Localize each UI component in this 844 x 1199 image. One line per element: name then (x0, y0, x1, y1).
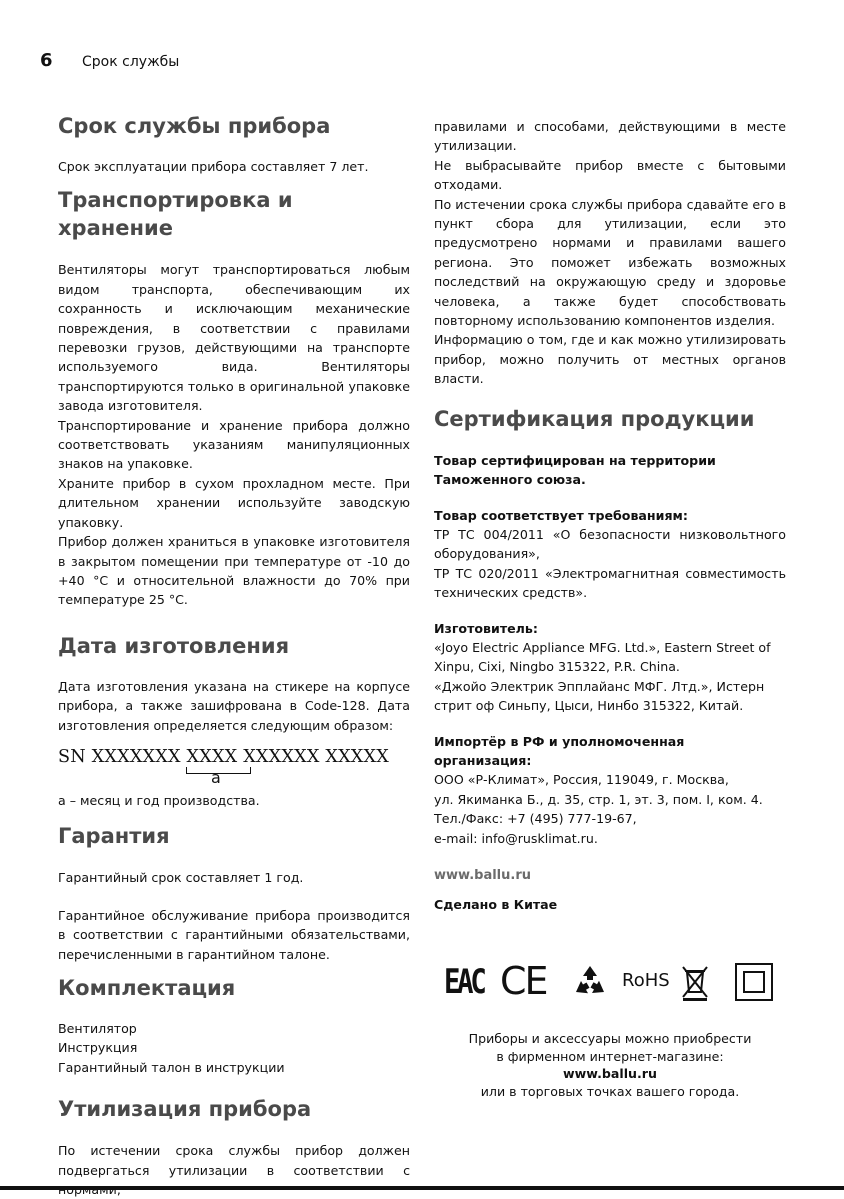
manufacturer-en: «Joyo Electric Appliance MFG. Ltd.», Eastern Street of Xinpu, Cixi, Ningbo 315322, P.R. China. (434, 639, 771, 675)
kit-item-manual: Инструкция (58, 1040, 138, 1056)
section-title-disposal: Утилизация прибора (58, 1097, 312, 1122)
shop-note-line-3: или в торговых точках вашего города. (480, 1083, 740, 1099)
running-header-title: Срок службы (82, 54, 180, 70)
certification-marks (444, 958, 774, 1006)
left-column (58, 106, 410, 1199)
shop-note-line-1: Приборы и аксессуары можно приобрести (468, 1031, 752, 1046)
serial-marker: a (211, 767, 222, 787)
kit-item-fan: Вентилятор (58, 1020, 137, 1036)
disposal-cont-paragraph-3: По истечении срока службы прибора сдавайте его в пункт сбора для утилизации, если это предусмотрено нормами и правилами вашего региона. Это поможет избежать возможных последствий на окружающую среду и здоровье человека, а также будет способствовать повторному использованию компонентов изделия. (434, 196, 786, 329)
section-title-certification: Сертификация продукции (434, 406, 755, 431)
bottom-rule (0, 1186, 844, 1190)
shop-note-line-2: в фирменном интернет-магазине: (496, 1048, 724, 1064)
manufacturer-ru: «Джойо Электрик Эпплайанс МФГ. Лтд.», Истерн стрит оф Синьпу, Цыси, Нинбо 315322, Китай. (434, 678, 765, 714)
warranty-period: Гарантийный срок составляет 1 год. (58, 870, 304, 886)
section-title-manufacture-date: Дата изготовления (58, 633, 290, 658)
importer-label: Импортёр в РФ и уполномоченная организация: (434, 733, 685, 768)
serial-number-text: SN XXXXXXX XXXX XXXXXX XXXXX (58, 746, 389, 767)
made-in-label: Сделано в Китае (434, 897, 558, 912)
website-link[interactable]: www.ballu.ru (434, 868, 531, 883)
right-column (434, 117, 786, 914)
disposal-cont-paragraph-2: Не выбрасывайте прибор вместе с бытовыми отходами. (434, 157, 786, 193)
manufacture-date-note: а – месяц и год производства. (58, 792, 260, 808)
manufacture-date-text: Дата изготовления указана на стикере на корпусе прибора, а также зашифрована в Code-128. Дата изготовления определяется следующим образом: (58, 678, 410, 733)
requirements-label: Товар соответствует требованиям: (434, 507, 688, 523)
importer-line-2: ул. Якиманка Б., д. 35, стр. 1, эт. 3, пом. I, ком. 4. (434, 791, 763, 807)
certified-label: Товар сертифицирован на территории Таможенного союза. (434, 452, 716, 488)
importer-line-3: Тел./Факс: +7 (495) 777-19-67, (434, 811, 637, 827)
service-life-text: Срок эксплуатации прибора составляет 7 лет. (58, 159, 369, 174)
manufacturer-label: Изготовитель: (434, 620, 538, 636)
transport-paragraph-4: Прибор должен храниться в упаковке изготовителя в закрытом помещении при температуре от -10 до +40 °С и относительной влажности до 70% при температуре 25 °С. (58, 534, 410, 608)
page-number: 6 (40, 50, 53, 71)
ce-mark: CE (500, 959, 547, 1003)
section-title-service-life: Срок службы прибора (58, 114, 331, 138)
section-title-transport: Транспортировка и хранение (58, 188, 293, 241)
page-header (40, 50, 179, 74)
double-insulation-icon (734, 962, 774, 1006)
section-title-warranty: Гарантия (58, 824, 170, 849)
disposal-text: По истечении срока службы прибор должен подвергаться утилизации в соответствии с (58, 1143, 410, 1178)
transport-paragraph-1: Вентиляторы могут транспортироваться любым видом транспорта, обеспечивающим их сохранность и исключающим механические повреждения, в соответствии с правилами перевозки грузов, действующими на транспорте используемого вида. Вентиляторы транспортируются только в оригинальной упаковке завода изготовителя. (58, 262, 410, 414)
kit-item-warranty-card: Гарантийный талон в инструкции (58, 1059, 285, 1075)
shop-website-link[interactable]: www.ballu.ru (563, 1066, 657, 1082)
shop-note (434, 1030, 786, 1100)
eac-mark: EAC (444, 962, 484, 1002)
rohs-mark: RoHS (622, 970, 670, 991)
transport-paragraph-3: Храните прибор в сухом прохладном месте. При длительном хранении используйте заводскую упаковку. (58, 475, 410, 530)
disposal-cont-paragraph-1: правилами и способами, действующими в месте утилизации. (434, 119, 786, 154)
transport-paragraph-2: Транспортирование и хранение прибора должно соответствовать указаниям манипуляционных знаков на упаковке. (58, 417, 410, 472)
importer-line-1: ООО «Р-Климат», Россия, 119049, г. Москва, (434, 772, 729, 788)
importer-line-4: e-mail: info@rusklimat.ru. (434, 830, 598, 846)
weee-crossed-bin-icon (680, 962, 710, 1006)
section-title-kit: Комплектация (58, 975, 236, 1000)
serial-number-example (58, 747, 410, 791)
disposal-cont-paragraph-4: Информацию о том, где и как можно утилизировать прибор, можно получить от местных органов власти. (434, 332, 786, 387)
requirement-1: ТР ТС 004/2011 «О безопасности низковольтного оборудования», (434, 526, 786, 562)
warranty-service: Гарантийное обслуживание прибора производится в соответствии с гарантийными обязательствами, перечисленными в гарантийном талоне. (58, 907, 410, 962)
recycle-icon (570, 962, 610, 1006)
requirement-2: ТР ТС 020/2011 «Электромагнитная совместимость технических средств». (434, 565, 786, 601)
